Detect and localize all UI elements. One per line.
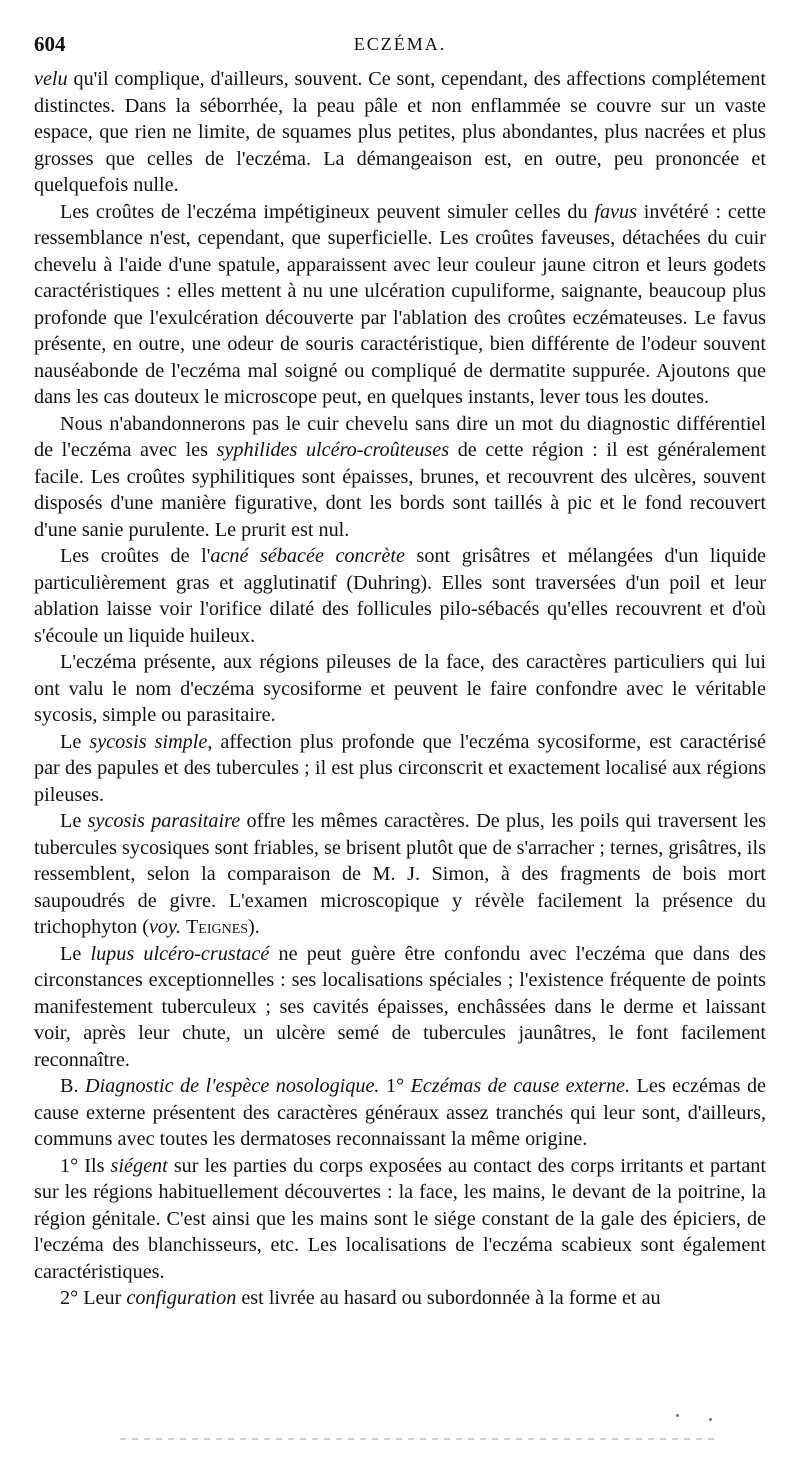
italic-text: favus <box>594 200 637 223</box>
paragraph <box>34 66 766 199</box>
text-run: Le <box>60 810 88 832</box>
paragraph <box>34 543 766 649</box>
italic-text: Diagnostic de l'espèce nosologique. <box>84 1075 380 1097</box>
paragraph <box>34 808 766 941</box>
italic-text: sycosis simple <box>89 730 208 753</box>
italic-text: lupus ulcéro-crustacé <box>90 942 270 965</box>
paragraph <box>34 649 766 729</box>
running-head: ECZÉMA. <box>353 34 447 54</box>
text-run: 1° Ils <box>60 1154 111 1177</box>
text-run: Le <box>60 730 90 753</box>
body-text <box>34 66 766 1312</box>
text-run: Nous n'abandonnerons pas le cuir chevelu sans dire un mot du diagnostic différentiel de l'eczéma avec les <box>34 412 766 461</box>
text-run: qu'il complique, d'ailleurs, souvent. Ce sont, cependant, des affections complétement distinctes. Dans la séborrhée, la peau pâle et non enflammée se couvre sur un vaste espace, que rien ne limite, de squames plus petites, plus abondantes, plus nacrées et plus grosses que celles de l'eczéma. La démangeaison est, en outre, peu prononcée et quelquefois nulle. <box>34 68 766 196</box>
text-run: de cette région : il est généralement facile. Les croûtes syphilitiques sont épaisses, brunes, et recouvrent des ulcères, souvent disposés d'une manière figurative, dont les bords sont taillés à pic et le fond recouvert d'une sanie purulente. Le prurit est nul. <box>34 439 766 541</box>
paragraph <box>34 411 766 544</box>
text-run: L'eczéma présente, aux régions pileuses de la face, des caractères particuliers qui lui ont valu le nom d'eczéma sycosiforme et peuvent le faire confondre avec le véritable sycosis, simple ou parasitaire. <box>34 651 766 726</box>
text-run: offre les mêmes caractères. De plus, les poils qui traversent les tubercules sycosiques sont friables, se brisent plutôt que de s'arracher ; ternes, grisâtres, ils ressemblent, selon la comparaison de M. J. Simon, à des fragments de bois mort saupoudrés de givre. L'examen microscopique y révèle facilement la présence du trichophyton ( <box>34 810 767 938</box>
text-run: Les eczémas de cause externe présentent des caractères généraux assez tranchés qui leur sont, d'ailleurs, communs avec toutes les dermatoses reconnaissant la même origine. <box>34 1075 767 1150</box>
small-caps-text: Teignes <box>185 916 249 938</box>
text-run: est livrée au hasard ou subordonnée à la forme et au <box>236 1287 661 1309</box>
text-run: Le <box>60 942 91 965</box>
text-run: B. <box>60 1075 85 1097</box>
page-header <box>34 22 766 58</box>
italic-text: Eczémas de cause externe. <box>410 1075 631 1097</box>
paragraph <box>34 729 766 809</box>
italic-text: acné sébacée concrète <box>210 545 405 567</box>
italic-text: siégent <box>110 1154 168 1177</box>
paragraph <box>34 1285 766 1312</box>
text-run: invétéré : cette ressemblance n'est, cependant, que superficielle. Les croûtes faveuses, détachées du cuir chevelu à l'aide d'une spatule, apparaissent avec leur couleur jaune citron et leurs godets caractéristiques : elles mettent à nu une ulcération cupuliforme, saignante, beaucoup plus profonde que l'exulcération découverte par l'ablation des croûtes eczémateuses. Le favus présente, en outre, une odeur de souris caractéristique, bien différente de l'odeur souvent nauséabonde de l'eczéma mal soigné ou compliqué de dermatite suppurée. Ajoutons que dans les cas douteux le microscope peut, en quelques instants, lever tous les doutes. <box>34 200 767 408</box>
text-run: 1° <box>379 1075 411 1097</box>
italic-text: syphilides ulcéro-croûteuses <box>216 439 450 461</box>
text-run: sur les parties du corps exposées au contact des corps irritants et partant sur les régions habituellement découvertes : la face, les mains, le devant de la poitrine, la région génitale. C'est ainsi que les mains sont le siége constant de la gale des épiciers, de l'eczéma des blanchisseurs, etc. Les localisations de l'eczéma scabieux sont également caractéristiques. <box>34 1154 766 1283</box>
italic-text: sycosis parasitaire <box>87 810 241 832</box>
text-run: sont grisâtres et mélangées d'un liquide particulièrement gras et agglutinatif (Duhring). Elles sont traversées d'un poil et leur ablation laisse voir l'orifice dilaté des follicules pilo-sébacés qu'elles recouvrent et d'où s'écoule un liquide huileux. <box>34 545 766 647</box>
page-number: 604 <box>34 32 66 56</box>
paragraph <box>34 199 766 411</box>
text-run: , affection plus profonde que l'eczéma sycosiforme, est caractérisé par des papules et des tubercules ; il est plus circonscrit et exactement localisé aux régions pileuses. <box>34 730 766 806</box>
print-speck <box>709 1418 712 1421</box>
text-run: Les croûtes de l'eczéma impétigineux peuvent simuler celles du <box>60 200 595 223</box>
print-speck <box>676 1414 679 1417</box>
paragraph <box>34 941 766 1074</box>
paragraph <box>34 1153 766 1286</box>
italic-text: configuration <box>126 1287 237 1309</box>
text-run: ). <box>248 916 260 938</box>
italic-text: voy. <box>148 916 181 938</box>
text-run: 2° Leur <box>60 1287 127 1309</box>
italic-text: velu <box>34 68 68 90</box>
footer-rule <box>120 1438 720 1440</box>
paragraph <box>34 1073 766 1153</box>
book-page <box>34 22 766 1312</box>
text-run: Les croûtes de l' <box>60 545 211 567</box>
text-run: ne peut guère être confondu avec l'eczéma que dans des circonstances exceptionnelles : ses localisations spéciales ; l'existence fréquente de points manifestement tuberculeux ; ses cavités épaisses, enchâssées dans le derme et laissant voir, après leur chute, un ulcère semé de tubercules jaunâtres, le font facilement reconnaître. <box>34 942 766 1071</box>
